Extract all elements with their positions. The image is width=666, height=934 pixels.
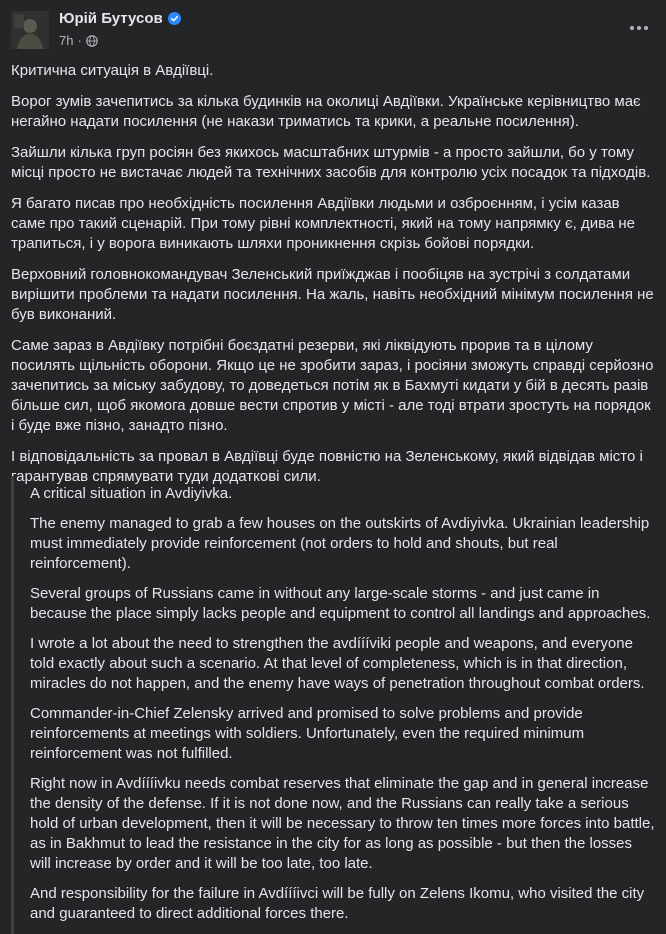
avatar[interactable] — [11, 11, 49, 49]
translation-paragraph: I wrote a lot about the need to strengthen the avdíííviki people and weapons, and everyone told exactly about such a scenario. At that level of completeness, which is in that direction, miracles do not happen, and the enemy have ways of penetration throughout combat orders. — [30, 635, 645, 692]
post-paragraph: Я багато писав про необхідність посилення Авдіївки людьми и озброєнням, і усім казав саме про такий сценарій. При тому рівні комплектності, який на тому напрямку є, дива не трапиться, і у ворога виникають шляхи проникнення скрізь бойові порядки. — [11, 195, 636, 252]
translation-paragraph: Commander-in-Chief Zelensky arrived and promised to solve problems and provide reinforcements at meetings with soldiers. Unfortunately, even the required minimum reinforcement was not fulfilled. — [30, 705, 585, 762]
post-paragraph: І відповідальність за провал в Авдіївці буде повністю на Зеленському, який відвідав місто і гарантував спрямувати туди додаткові сили. — [11, 448, 643, 485]
more-options-icon[interactable] — [628, 18, 650, 38]
author-name[interactable] — [59, 10, 181, 27]
translation-paragraph: Right now in Avdíííivku needs combat reserves that eliminate the gap and in general increase the density of the defense. If it is not done now, and the Russians can really take a serious hold of urban development, then it will be necessary to throw ten times more forces into battle, as in Bakhmut to lead the resistance in the city for as long as possible - but then the losses will increase by order and it will be too late, too late. — [30, 775, 655, 872]
translation-paragraph: A critical situation in Avdiyivka. — [30, 485, 233, 502]
verified-badge-icon — [168, 12, 181, 25]
post-header — [0, 0, 666, 56]
post-paragraph: Ворог зумів зачепитись за кілька будинків на околиці Авдіївки. Українське керівництво має негайно надати посилення (не накази триматись та крики, а реальне посилення). — [11, 93, 641, 130]
more-dot — [630, 26, 634, 30]
post-body — [11, 61, 655, 498]
translation-paragraph: And responsibility for the failure in Avdíííivci will be fully on Zelens Ikomu, who visited the city and guaranteed to direct additional forces there. — [30, 885, 645, 922]
translation-block — [11, 476, 655, 934]
post-paragraph: Зайшли кілька груп росіян без якихось масштабних штурмів - а просто зайшли, бо у тому місці просто не вистачає людей та технічних засобів для контролю усіх посадок та підходів. — [11, 144, 651, 181]
post-paragraph: Критична ситуація в Авдіївці. — [11, 62, 214, 79]
author-name-text[interactable]: Юрій Бутусов — [59, 10, 163, 27]
translation-paragraph: Several groups of Russians came in without any large-scale storms - and just came in because the place simply lacks people and equipment to control all landings and approaches. — [30, 585, 651, 622]
translation-paragraph: The enemy managed to grab a few houses on the outskirts of Avdiyivka. Ukrainian leadership must immediately provide reinforcement (not orders to hold and shouts, but real reinforcement). — [30, 515, 650, 572]
globe-icon[interactable] — [86, 35, 98, 47]
post-paragraph: Саме зараз в Авдіївку потрібні боєздатні резерви, які ліквідують прорив та в цілому посилять щільність оборони. Якщо це не зробити зараз, і росіяни зможуть справді серйозно зачепитись за міську забудову, то доведеться потім як в Бахмуті кидати у бій в десять разів більше сил, щоб якомога довше вести спротив у місті - але тоді втрати зростуть на порядок і буде вже пізно, занадто пізно. — [11, 337, 654, 434]
post-timestamp[interactable]: 7h — [59, 33, 74, 48]
avatar-photo-icon — [11, 11, 49, 49]
more-dot — [637, 26, 641, 30]
post-paragraph: Верховний головнокомандувач Зеленський приїжджав і пообіцяв на зустрічі з солдатами вирішити проблеми та надати посилення. На жаль, навіть необхідний мінімум посилення не був виконаний. — [11, 266, 654, 323]
meta-separator: · — [77, 33, 82, 48]
more-dot — [644, 26, 648, 30]
post-meta — [59, 33, 98, 48]
